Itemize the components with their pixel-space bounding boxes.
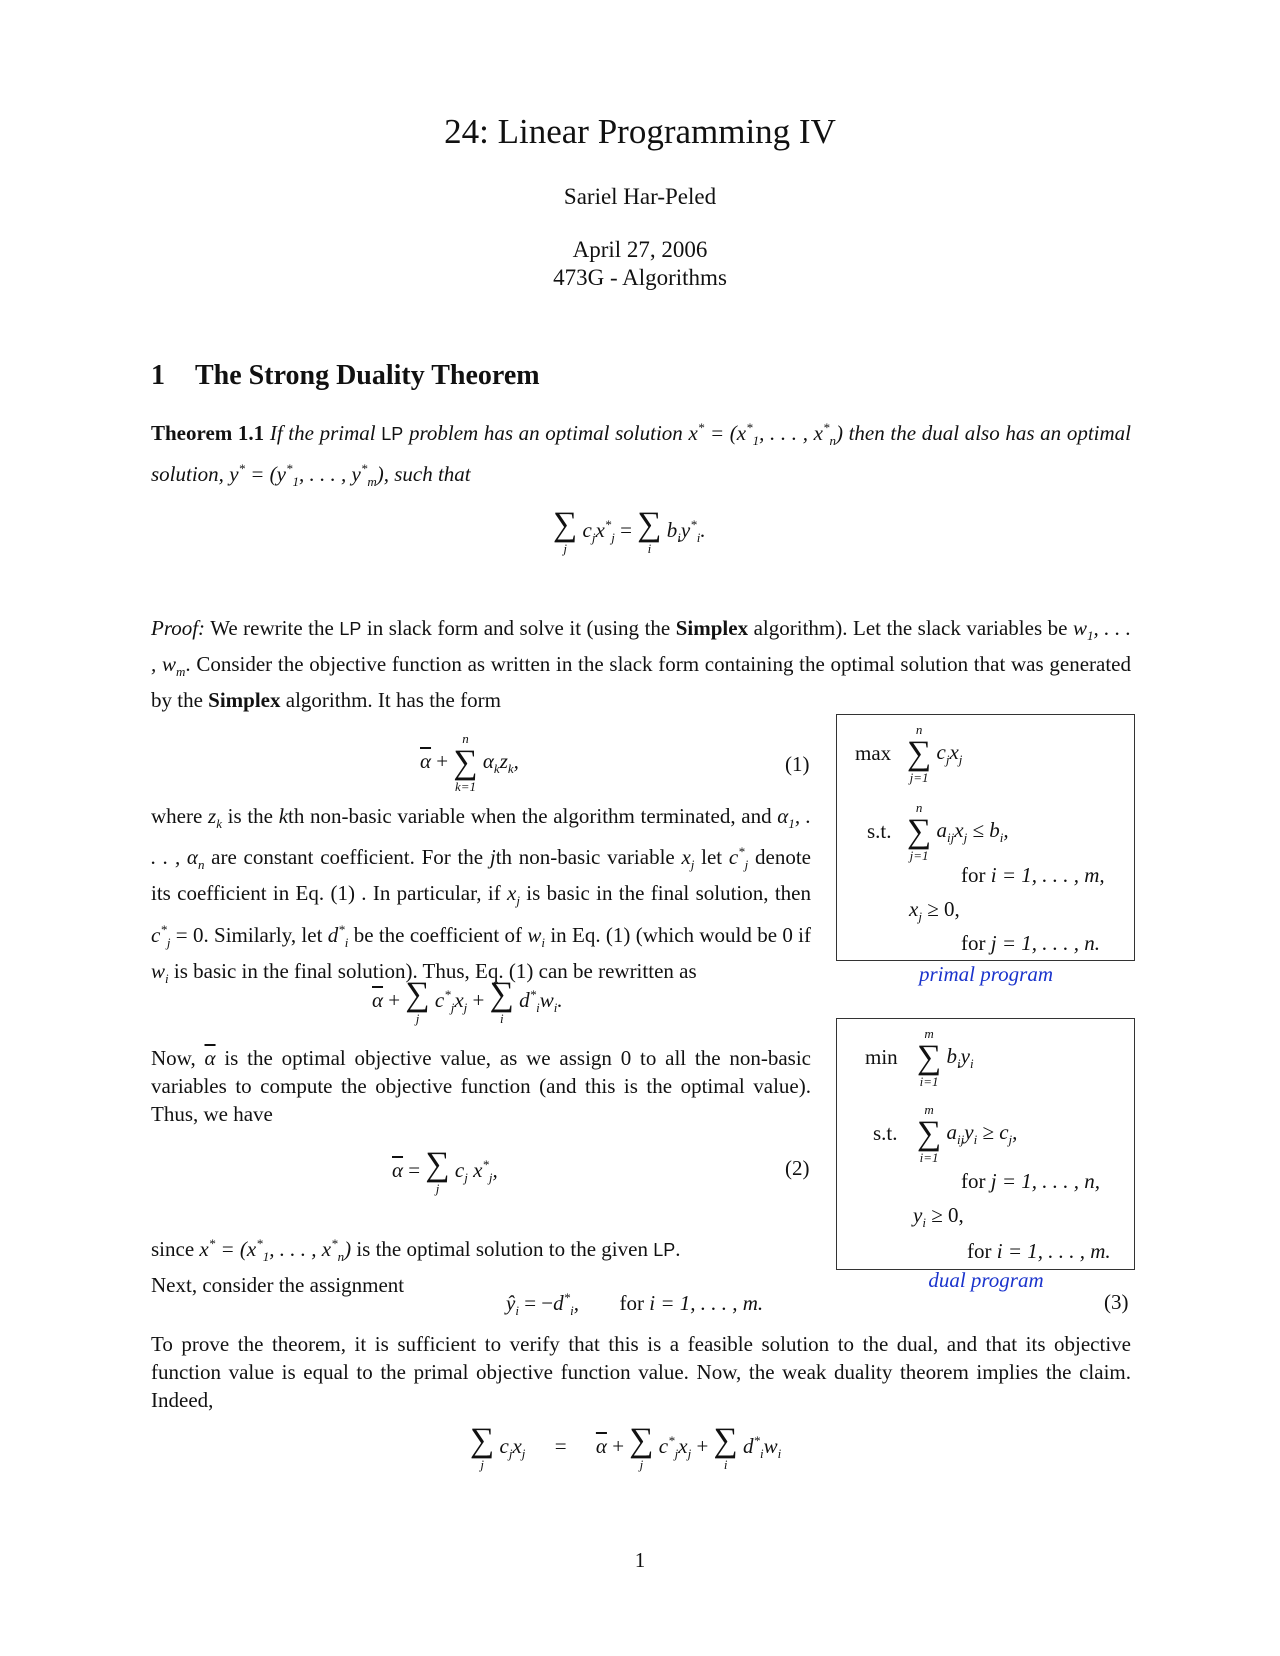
equation-3-number: (3): [1104, 1290, 1129, 1314]
proof-text: solution, then: [695, 881, 811, 906]
dual-program-box: [836, 1018, 1135, 1270]
theorem-statement: Theorem 1.1 If the primal LP problem has an optimal solution $x^* = (x^*_1$, . . . , $x^*_n$) then the dual also has an optimal solution, $y^* = (y^*_1$, . . . , $y^*_m$), such that: [151, 420, 1132, 490]
dual-min: min: [865, 1045, 898, 1069]
course: 473G - Algorithms: [553, 265, 727, 290]
range: j = 1, . . . , n.: [990, 931, 1101, 955]
proof-text: be rewritten as: [573, 958, 697, 983]
section-title: The Strong Duality Theorem: [195, 360, 540, 391]
proof-text: in slack form and solve it (using the: [366, 616, 671, 640]
proof-paragraph-3: Now, $\overline{\alpha}$ is the optimal objective value, as we assign 0 to all the non-basic variables to compute the objective function (and this is the optimal value). Thus, we have: [151, 1046, 811, 1126]
primal-max: max: [855, 741, 892, 765]
primal-nonneg: $x_j \ge 0$,: [909, 897, 960, 925]
proof-paragraph-5: To prove the theorem, it is sufficient to verify that this is a feasible solution to the dual, and that its objective function value is equal to the primal objective function value. Now, the weak duality theorem implies the claim. Indeed,: [151, 1332, 1131, 1412]
dual-constraint: m ∑ i=1 $a_{ij}y_i \ge c_j$,: [917, 1102, 1018, 1165]
simplex-term: Simplex: [208, 688, 281, 713]
dual-objective: m ∑ i=1 $b_iy_i$: [917, 1026, 974, 1089]
proof-text: th non-basic variable: [495, 845, 675, 870]
author: Sariel Har-Peled: [563, 184, 717, 209]
proof-paragraph-4: since $x^* = (x^*_1$, . . . , $x^*_n$) is the optimal solution to the given LP. Next, consider the assignment: [151, 1236, 681, 1298]
proof-text: Now,: [151, 1046, 196, 1070]
rewritten-equation: $\overline{\alpha}$ + ∑ j $c^*_jx_j$ + ∑ i $d^*_iw_i$.: [372, 976, 563, 1026]
primal-caption: primal program: [919, 962, 1053, 986]
dual-caption: dual program: [928, 1268, 1044, 1292]
for-word: for: [961, 931, 986, 955]
proof-text: algorithm. It has the form: [285, 688, 501, 713]
date-block: [0, 236, 1280, 292]
proof-text: algorithm). Let the slack variables: [753, 616, 1043, 640]
range: j = 1, . . . , n,: [990, 1169, 1101, 1193]
simplex-term: Simplex: [675, 616, 749, 640]
primal-program-box: [836, 714, 1135, 961]
equation-1-number: (1): [785, 752, 810, 776]
theorem-text: If the primal: [269, 421, 376, 445]
for-word: for: [961, 863, 986, 887]
proof-paragraph-2: where $z_k$ is the kth non-basic variable when the algorithm terminated, and $\alpha_1$, . . . , $\alpha_n$ are constant coefficient. For the jth non-basic variable $x_j$ let $c^*_j$ denote its coefficient in Eq. (1) . In particular, if $x_j$ is basic in the final solution, then $c^*_j = 0$. Similarly, let $d^*_i$ be the coefficient of $w_i$ in Eq. (1) (which would be 0 if $w_i$ is basic in the final solution). Thus, Eq. (1) can be rewritten as: [151, 804, 812, 986]
for-word: for: [967, 1239, 992, 1263]
proof-text: let: [701, 845, 723, 870]
eq3-range: i = 1, . . . , m.: [649, 1291, 764, 1315]
proof-text: is basic in the final: [526, 881, 690, 906]
proof-text: since: [151, 1237, 195, 1261]
section-heading: [151, 360, 540, 392]
page-number: 1: [634, 1548, 646, 1572]
proof-text: = 0. Similarly, let: [175, 922, 323, 947]
proof-text: is the optimal objective value, as we assign 0 to all the non-basic: [224, 1046, 811, 1070]
section-number: 1: [151, 360, 165, 391]
primal-st: s.t.: [867, 819, 892, 843]
proof-text: We rewrite the: [210, 616, 334, 640]
dual-nonneg: $y_i \ge 0$,: [913, 1203, 964, 1231]
proof-text: is basic in the final solution). Thus, Eq. (1) can: [173, 958, 568, 983]
dual-for-j: [961, 1169, 1100, 1194]
proof-text: in Eq. (1): [550, 922, 631, 947]
primal-constraint: n ∑ j=1 $a_{ij}x_j \le b_i$,: [907, 800, 1009, 863]
primal-for-j: [961, 931, 1100, 956]
date: April 27, 2006: [572, 237, 708, 262]
var: x: [909, 897, 919, 921]
eq3-for: for: [619, 1291, 645, 1315]
proof-text: is the optimal solution to the given: [356, 1237, 648, 1261]
lp-abbrev: LP: [339, 619, 362, 639]
lp-abbrev: LP: [653, 1240, 676, 1260]
proof-text: Next, consider the assignment: [151, 1273, 405, 1298]
for-word: for: [961, 1169, 986, 1193]
proof-label: Proof:: [151, 616, 206, 640]
equation-3: $ŷ_i = -d^*_i$, for i = 1, . . . , m.: [506, 1290, 764, 1319]
proof-text: is the: [227, 804, 274, 828]
proof-text: . Consider the objective function as written in the slack form containing the optimal solution: [185, 652, 969, 677]
theorem-text: then the dual also has an: [848, 421, 1062, 445]
proof-text: be: [1047, 616, 1068, 640]
final-equation: ∑ j $c_jx_j = \overline{\alpha}$ + ∑ j $c^*_jx_j$ + ∑ i $d^*_iw_i$: [470, 1422, 782, 1472]
paper-title: 24: Linear Programming IV: [444, 112, 836, 151]
theorem-text: optimal solution,: [151, 421, 1132, 487]
theorem-text: problem has an optimal solution: [408, 421, 683, 445]
primal-objective: n ∑ j=1 $c_jx_j$: [907, 722, 963, 785]
equation-1: $\overline{\alpha}$ + n ∑ k=1 $\alpha_kz_k$,: [420, 731, 519, 794]
proof-text: be the coefficient of: [353, 922, 523, 947]
range: i = 1, . . . , m.: [996, 1239, 1111, 1263]
theorem-text: such that: [394, 462, 471, 487]
equation-2-number: (2): [785, 1156, 810, 1180]
theorem-label: Theorem 1.1: [151, 421, 265, 445]
primal-for-i: [961, 863, 1105, 888]
proof-paragraph-1: Proof: We rewrite the LP in slack form and solve it (using the Simplex algorithm). Let the slack variables be $w_1$, . . . , $w_m$. Consider the objective function as written in the slack form containing the optimal solution that was generated by the Simplex algorithm. It has the form: [151, 616, 1132, 713]
proof-text: variables to compute the objective function (and this is the optimal value).: [151, 1074, 811, 1098]
proof-text: (which would be 0 if: [635, 922, 812, 947]
range: i = 1, . . . , m,: [990, 863, 1105, 887]
proof-text: where: [151, 804, 203, 828]
lp-abbrev: LP: [381, 424, 404, 444]
proof-text: Thus, we have: [151, 1102, 273, 1126]
dual-for-i: [967, 1239, 1111, 1264]
proof-text: are constant coefficient. For the: [211, 845, 484, 870]
proof-text: th non-basic variable when the algorithm terminated, and: [288, 804, 772, 828]
dual-st: s.t.: [873, 1121, 898, 1145]
proof-text: that was generated by the: [151, 652, 1131, 713]
theorem-equation: ∑ j $c_jx^*_j$ = ∑ i $b_iy^*_i$.: [553, 506, 706, 556]
equation-2: $\overline{\alpha}$ = ∑ j $c_j$ $x^*_j$,: [392, 1146, 498, 1196]
proof-text: denote its coefficient in Eq. (1) . In particular, if: [151, 845, 811, 906]
